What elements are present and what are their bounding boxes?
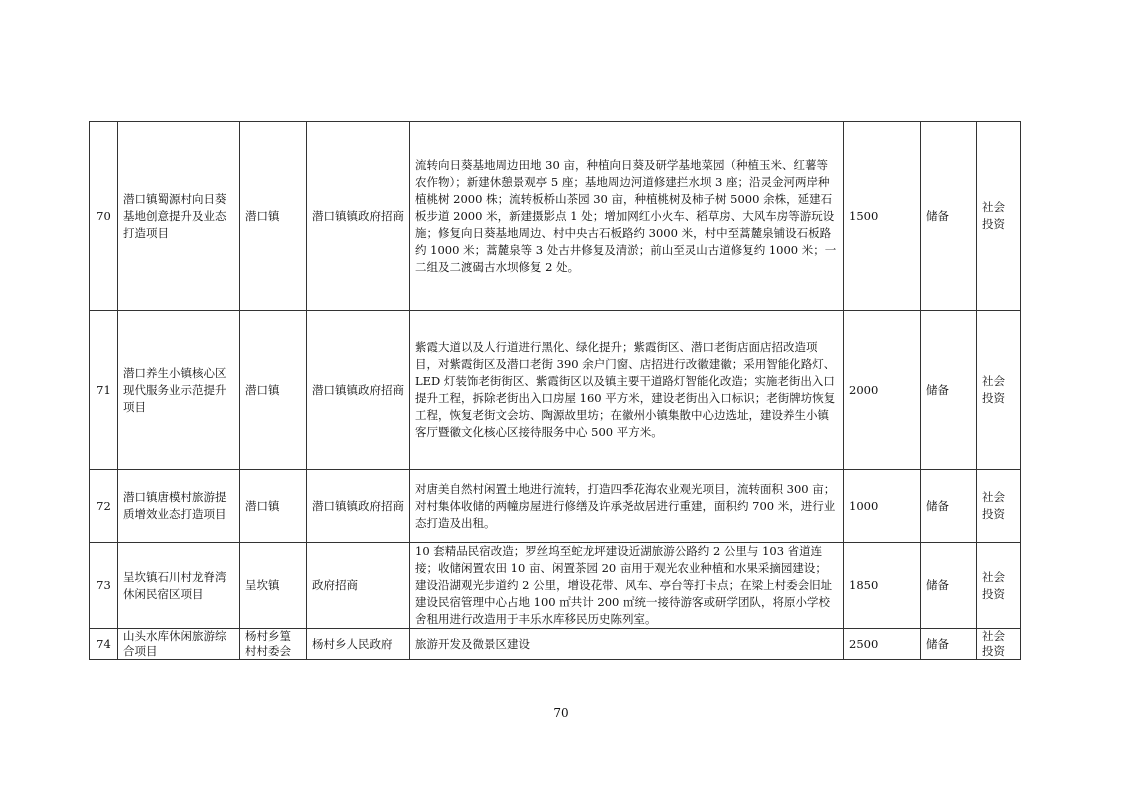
project-name: 山头水库休闲旅游综合项目 xyxy=(118,629,240,660)
project-owner: 杨村乡人民政府 xyxy=(307,629,410,660)
project-location: 呈坎镇 xyxy=(240,543,307,629)
investment-amount: 2000 xyxy=(844,311,921,470)
project-owner: 政府招商 xyxy=(307,543,410,629)
project-name: 潜口养生小镇核心区现代服务业示范提升项目 xyxy=(118,311,240,470)
investment-amount: 1500 xyxy=(844,122,921,311)
project-location: 杨村乡篁村村委会 xyxy=(240,629,307,660)
funding-source: 社会投资 xyxy=(977,470,1021,543)
project-owner: 潜口镇镇政府招商 xyxy=(307,122,410,311)
project-status: 储备 xyxy=(921,311,977,470)
project-name: 呈坎镇石川村龙脊湾休闲民宿区项目 xyxy=(118,543,240,629)
investment-amount: 1850 xyxy=(844,543,921,629)
project-owner: 潜口镇镇政府招商 xyxy=(307,470,410,543)
funding-source: 社会投资 xyxy=(977,543,1021,629)
project-owner: 潜口镇镇政府招商 xyxy=(307,311,410,470)
project-content: 旅游开发及微景区建设 xyxy=(410,629,844,660)
projects-table xyxy=(89,121,1021,660)
row-number: 71 xyxy=(90,311,118,470)
project-location: 潜口镇 xyxy=(240,311,307,470)
funding-source: 社会投资 xyxy=(977,311,1021,470)
investment-amount: 1000 xyxy=(844,470,921,543)
investment-amount: 2500 xyxy=(844,629,921,660)
table-row xyxy=(90,543,1021,629)
row-number: 73 xyxy=(90,543,118,629)
project-content: 流转向日葵基地周边田地 30 亩，种植向日葵及研学基地菜园（种植玉米、红薯等农作物）；新建休憩景观亭 5 座；基地周边河道修建拦水坝 3 座；沿灵金河两岸种植桃树 2000 株；流转板桥山茶园 30 亩，种植桃树及柿子树 5000 余株，延建石板步道 2000 米，新建摄影点 1 处；增加网红小火车、稻草房、大风车房等游玩设施；修复向日葵基地周边、村中央古石板路约 3000 米，村中至蒿麓泉铺设石板路约 1000 米；蒿麓泉等 3 处古井修复及清淤；前山至灵山古道修复约 1000 米；一二组及二渡碣古水坝修复 2 处。 xyxy=(410,122,844,311)
project-status: 储备 xyxy=(921,629,977,660)
row-number: 70 xyxy=(90,122,118,311)
row-number: 72 xyxy=(90,470,118,543)
project-location: 潜口镇 xyxy=(240,470,307,543)
project-content: 10 套精品民宿改造；罗丝坞至蛇龙坪建设近湖旅游公路约 2 公里与 103 省道连接；收储闲置农田 10 亩、闲置茶园 20 亩用于观光农业种植和水果采摘园建设；建设沿湖观光步道约 2 公里，增设花带、风车、亭台等打卡点；在梁上村委会旧址建设民宿管理中心占地 100 ㎡共计 200 ㎡统一接待游客或研学团队，将原小学校舍租用进行改造用于丰乐水库移民历史陈列室。 xyxy=(410,543,844,629)
project-status: 储备 xyxy=(921,543,977,629)
project-status: 储备 xyxy=(921,470,977,543)
table-row xyxy=(90,311,1021,470)
table-row xyxy=(90,629,1021,660)
project-location: 潜口镇 xyxy=(240,122,307,311)
table-row xyxy=(90,470,1021,543)
funding-source: 社会投资 xyxy=(977,629,1021,660)
table-row xyxy=(90,122,1021,311)
project-name: 潜口镇唐模村旅游提质增效业态打造项目 xyxy=(118,470,240,543)
row-number: 74 xyxy=(90,629,118,660)
funding-source: 社会投资 xyxy=(977,122,1021,311)
project-content: 对唐美自然村闲置土地进行流转，打造四季花海农业观光项目，流转面积 300 亩；对村集体收储的两幢房屋进行修缮及许承尧故居进行重建，面积约 700 米，进行业态打造及出租。 xyxy=(410,470,844,543)
project-name: 潜口镇蜀源村向日葵基地创意提升及业态打造项目 xyxy=(118,122,240,311)
page-number: 70 xyxy=(553,706,569,720)
project-content: 紫霞大道以及人行道进行黑化、绿化提升；紫霞街区、潜口老街店面店招改造项目，对紫霞街区及潜口老街 390 余户门窗、店招进行改徽建徽；采用智能化路灯、LED 灯装饰老街街区、紫霞街区以及镇主要干道路灯智能化改造；实施老街出入口提升工程，拆除老街出入口房屋 160 平方米，建设老街出入口标识；老街牌坊恢复工程，恢复老街文会坊、陶源故里坊；在徽州小镇集散中心边选址，建设养生小镇客厅暨徽文化核心区接待服务中心 500 平方米。 xyxy=(410,311,844,470)
project-status: 储备 xyxy=(921,122,977,311)
